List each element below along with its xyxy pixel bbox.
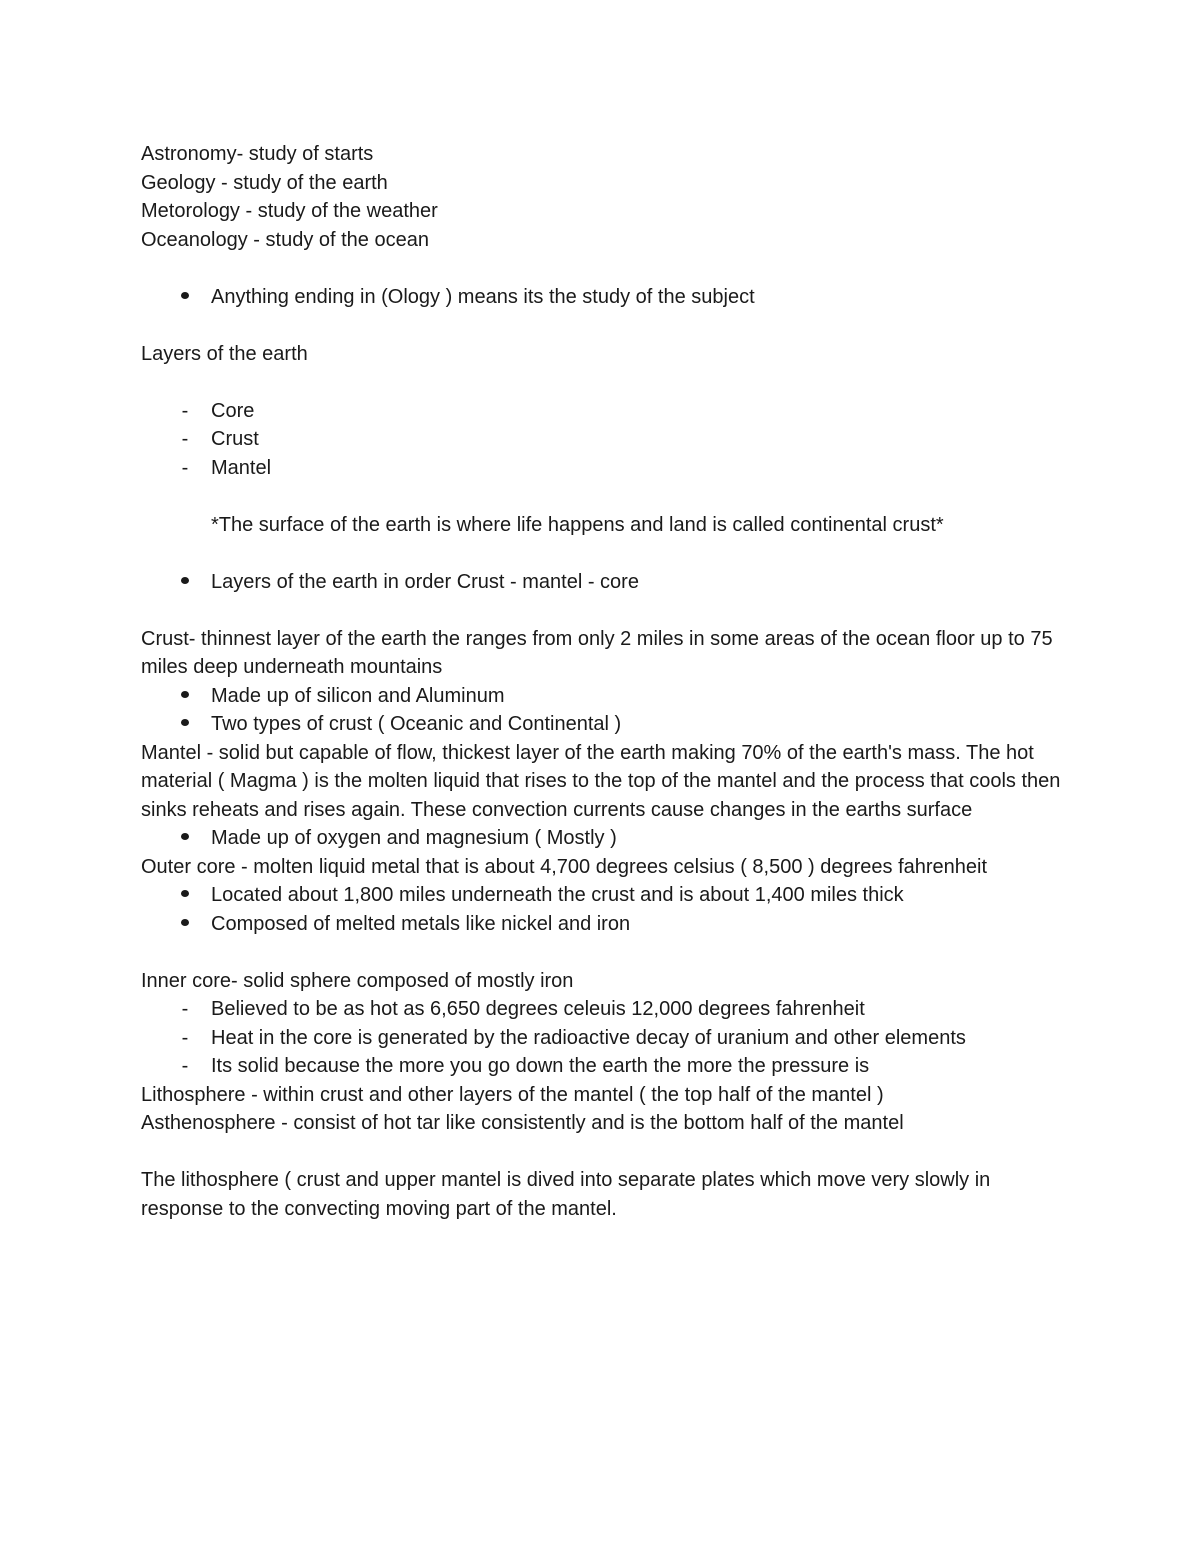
- definition-geology: Geology - study of the earth: [141, 171, 388, 194]
- document-page: [141, 140, 1071, 1223]
- outer-core-bullet: Composed of melted metals like nickel and iron: [211, 912, 631, 935]
- bullet-icon: [175, 824, 195, 853]
- bullet-item: [141, 881, 1071, 910]
- definition-oceanology: Oceanology - study of the ocean: [141, 228, 429, 251]
- outer-core-bullet: Located about 1,800 miles underneath the crust and is about 1,400 miles thick: [211, 884, 904, 906]
- dash-item: [141, 1052, 1071, 1081]
- crust-paragraph: Crust- thinnest layer of the earth the ranges from only 2 miles in some areas of the ocean floor up to 75 miles deep underneath mountains: [141, 627, 1053, 678]
- inner-core-paragraph: Inner core- solid sphere composed of mostly iron: [141, 969, 574, 992]
- layers-order: Layers of the earth in order Crust - mantel - core: [211, 570, 639, 593]
- dash-icon: -: [181, 1055, 189, 1077]
- inner-core-dash: Its solid because the more you go down the earth the more the pressure is: [211, 1055, 870, 1077]
- asthenosphere-definition: Asthenosphere - consist of hot tar like consistently and is the bottom half of the mantel: [141, 1112, 904, 1134]
- spacer: [141, 368, 1071, 397]
- crust-bullet: Two types of crust ( Oceanic and Continental ): [211, 713, 622, 735]
- layers-heading: Layers of the earth: [141, 342, 308, 365]
- bullet-icon: [175, 682, 195, 711]
- lithosphere-definition: Lithosphere - within crust and other layers of the mantel ( the top half of the mantel ): [141, 1083, 884, 1106]
- dash-icon: -: [181, 1026, 189, 1049]
- mantel-paragraph: Mantel - solid but capable of flow, thickest layer of the earth making 70% of the earth's mass. The hot material ( Magma ) is the molten liquid that rises to the top of the mantel and the process that cools then sinks reheats and rises again. These convection currents cause changes in the earths surface: [141, 741, 1061, 821]
- bullet-item: [141, 910, 1071, 939]
- bullet-item: [141, 710, 1071, 739]
- bullet-icon: [175, 568, 195, 597]
- layer-crust: Crust: [211, 428, 259, 450]
- definition-meteorology: Metorology - study of the weather: [141, 200, 438, 222]
- definition-astronomy: Astronomy- study of starts: [141, 143, 374, 165]
- bullet-icon: [175, 881, 195, 910]
- dash-item: [141, 454, 1071, 483]
- bullet-icon: [175, 910, 195, 939]
- spacer: [141, 938, 1071, 967]
- surface-note: *The surface of the earth is where life happens and land is called continental crust*: [211, 513, 944, 536]
- spacer: [141, 596, 1071, 625]
- dash-item: [141, 425, 1071, 454]
- spacer: [141, 1138, 1071, 1167]
- spacer: [141, 311, 1071, 340]
- bullet-icon: [175, 710, 195, 739]
- layer-mantel: Mantel: [211, 456, 272, 479]
- bullet-item: [141, 283, 1071, 312]
- crust-bullet: Made up of silicon and Aluminum: [211, 684, 505, 707]
- spacer: [141, 254, 1071, 283]
- dash-item: [141, 995, 1071, 1024]
- ology-note: Anything ending in (Ology ) means its the study of the subject: [211, 285, 755, 308]
- bullet-item: [141, 682, 1071, 711]
- dash-icon: -: [181, 456, 189, 479]
- inner-core-dash: Believed to be as hot as 6,650 degrees celeuis 12,000 degrees fahrenheit: [211, 998, 865, 1020]
- layer-core: Core: [211, 399, 255, 422]
- dash-icon: -: [181, 399, 189, 422]
- spacer: [141, 482, 1071, 511]
- inner-core-dash: Heat in the core is generated by the radioactive decay of uranium and other elements: [211, 1026, 966, 1049]
- bullet-icon: [175, 283, 195, 312]
- bullet-item: [141, 568, 1071, 597]
- dash-item: [141, 397, 1071, 426]
- dash-icon: -: [181, 428, 189, 450]
- bullet-item: [141, 824, 1071, 853]
- outer-core-paragraph: Outer core - molten liquid metal that is about 4,700 degrees celsius ( 8,500 ) degrees fahrenheit: [141, 855, 988, 878]
- dash-icon: -: [181, 998, 189, 1020]
- spacer: [141, 539, 1071, 568]
- dash-item: [141, 1024, 1071, 1053]
- plates-paragraph: The lithosphere ( crust and upper mantel is dived into separate plates which move very slowly in response to the convecting moving part of the mantel.: [141, 1169, 991, 1220]
- mantel-bullet: Made up of oxygen and magnesium ( Mostly ): [211, 827, 617, 849]
